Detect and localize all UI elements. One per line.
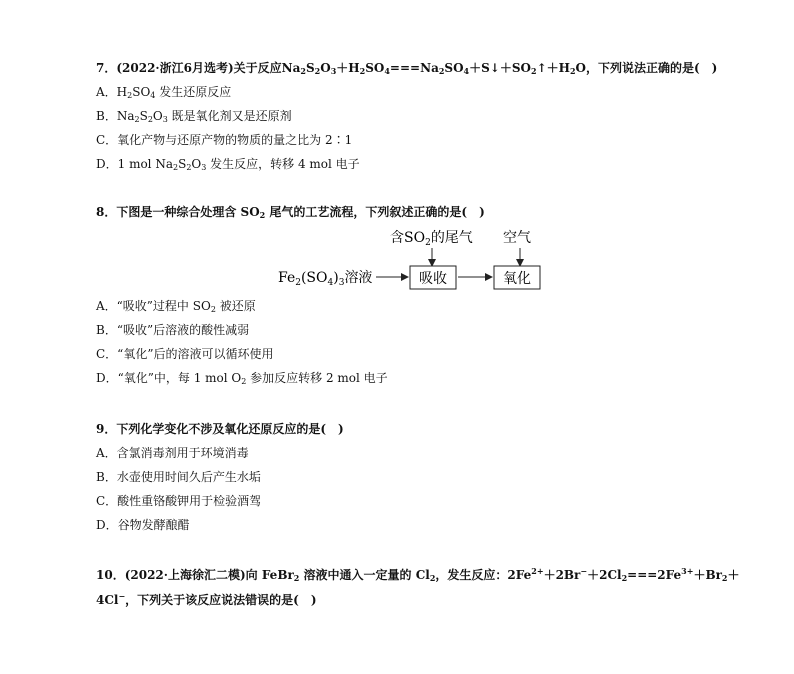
question-8-option-c: C．“氧化”后的溶液可以循环使用 <box>96 347 274 361</box>
process-flow-diagram <box>270 222 550 294</box>
input-air: 空气 <box>503 230 531 246</box>
question-number: 8． <box>96 205 117 219</box>
input-iron-sulfate-solution: $Fe_2(SO_4)_3$溶液 <box>278 270 373 288</box>
input-sulfur-dioxide-tailgas: 含$SO_2$的尾气 <box>390 230 473 248</box>
question-9-option-d: D．谷物发酵酿醋 <box>96 518 190 532</box>
question-7-stem: 7．(2022·浙江6月选考)关于反应$Na_2S_2O_3+H_2SO_4===Na_2SO_4+S↓+SO_2↑+H_2O$，下列说法正确的是( ) <box>96 61 718 76</box>
question-number: 7． <box>96 61 117 75</box>
question-9-option-c: C．酸性重铬酸钾用于检验酒驾 <box>96 494 262 508</box>
question-8-stem: 8．下图是一种综合处理含 $SO_2$ 尾气的工艺流程，下列叙述正确的是( ) <box>96 205 485 220</box>
question-8-option-b: B．“吸收”后溶液的酸性减弱 <box>96 323 250 337</box>
question-number: 9． <box>96 422 117 436</box>
question-8-option-a: A．“吸收”过程中 $SO_2$ 被还原 <box>96 299 256 314</box>
question-number: 10． <box>96 568 125 582</box>
question-8-option-d: D．“氧化”中，每 1 mol $O_2$ 参加反应转移 2 mol 电子 <box>96 371 388 386</box>
question-9-option-a: A．含氯消毒剂用于环境消毒 <box>96 446 249 460</box>
question-10-stem-line2: 4Cl−，下列关于该反应说法错误的是( ) <box>96 591 317 607</box>
question-source: (2022·浙江6月选考) <box>116 61 234 75</box>
question-10-stem-line1: 10．(2022·上海徐汇二模)向 FeBr$_2$ 溶液中通入一定量的 $Cl_2$，发生反应：$2Fe^{2+}+2Br^-+2Cl_2===2Fe^{3+}+Br_2+$ <box>96 566 740 583</box>
question-7-option-d: D．1 mol $Na_2S_2O_3$ 发生反应，转移 4 mol 电子 <box>96 157 360 172</box>
question-9-stem: 9．下列化学变化不涉及氧化还原反应的是( ) <box>96 422 344 436</box>
question-7-option-c: C．氧化产物与还原产物的物质的量之比为 2∶1 <box>96 133 353 147</box>
oxidize-label: 氧化 <box>503 271 531 287</box>
question-source: (2022·上海徐汇二模) <box>124 568 246 582</box>
question-7-option-b: B．$Na_2S_2O_3$ 既是氧化剂又是还原剂 <box>96 109 292 124</box>
absorb-label: 吸收 <box>419 271 447 287</box>
question-7-option-a: A．$H_2SO_4$ 发生还原反应 <box>96 85 232 100</box>
question-9-option-b: B．水壶使用时间久后产生水垢 <box>96 470 261 484</box>
